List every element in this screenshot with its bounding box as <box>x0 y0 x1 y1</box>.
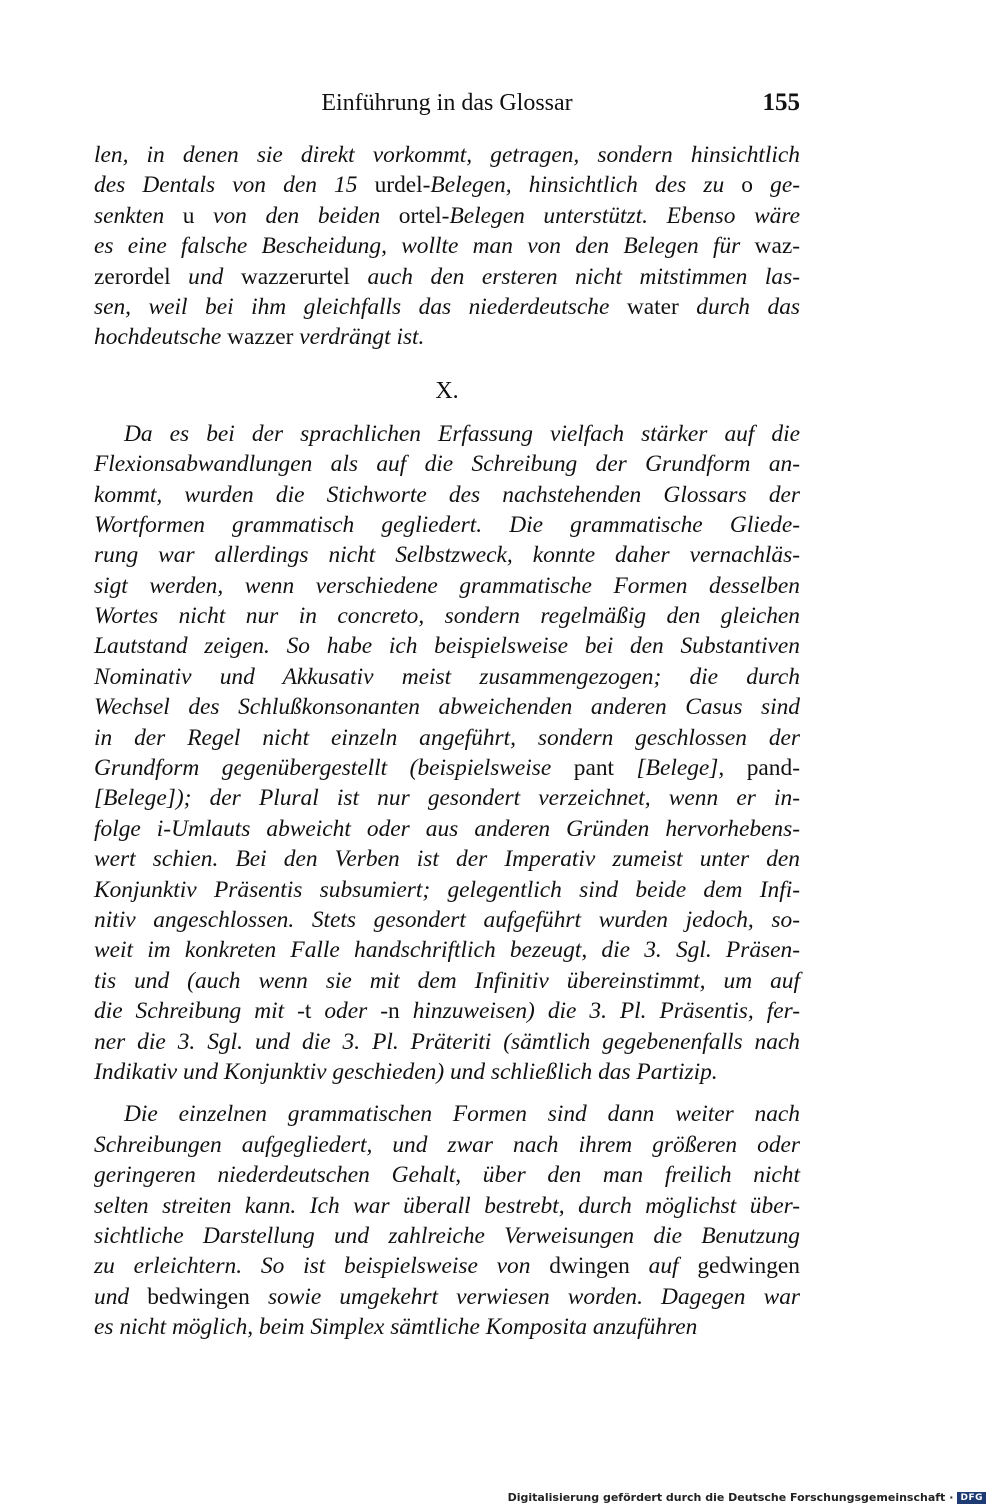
text-run: Schreibungen aufgegliedert, und zwar nach ihrem größeren oder <box>94 1131 800 1158</box>
text-run: des Dentals von den 15 <box>94 172 375 199</box>
upright-term: pand- <box>746 755 800 782</box>
text-run: ner die 3. Sgl. und die 3. Pl. Präteriti (sämtlich gegebenenfalls nach <box>94 1028 800 1055</box>
text-line <box>94 1130 800 1160</box>
text-run: durch das <box>678 293 800 320</box>
text-line <box>94 140 800 170</box>
text-run: und <box>94 1283 130 1310</box>
text-run: rung war allerdings nicht Selbstzweck, konnte daher vernachläs- <box>94 542 800 569</box>
text-run: Die einzelnen grammatischen Formen sind dann weiter nach <box>124 1101 800 1128</box>
text-run: wert schien. Bei den Verben ist der Imperativ zumeist unter den <box>94 846 800 873</box>
text-run: sichtliche Darstellung und zahlreiche Verweisungen die Benutzung <box>94 1222 800 1249</box>
text-line <box>94 1221 800 1251</box>
text-line <box>94 419 800 449</box>
upright-term: o <box>741 172 753 199</box>
text-run: geringeren niederdeutschen Gehalt, über den man freilich nicht <box>94 1162 800 1189</box>
body-text <box>94 140 800 1342</box>
upright-term: wazzer <box>227 324 294 351</box>
text-line <box>94 1191 800 1221</box>
upright-term: water <box>626 293 679 320</box>
text-line <box>94 1160 800 1190</box>
page-header <box>94 86 800 126</box>
text-run: nitiv angeschlossen. Stets gesondert aufgeführt wurden jedoch, so- <box>94 906 800 933</box>
upright-term: wazzerurtel <box>240 263 350 290</box>
text-line <box>94 662 800 692</box>
text-run: [Belege], <box>614 755 747 782</box>
text-run: Konjunktiv Präsentis subsumiert; gelegentlich sind beide dem Infi- <box>94 876 800 903</box>
text-run: Da es bei der sprachlichen Erfassung vielfach stärker auf die <box>124 420 800 447</box>
text-run: verdrängt ist. <box>293 324 425 351</box>
paragraph-1 <box>94 140 800 353</box>
text-line <box>94 844 800 874</box>
upright-term: gedwingen <box>697 1253 800 1280</box>
text-run: Nominativ und Akkusativ meist zusammengezogen; die durch <box>94 663 800 690</box>
text-run: Lautstand zeigen. So habe ich beispielsweise bei den Substantiven <box>94 633 800 660</box>
text-run: kommt, wurden die Stichworte des nachstehenden Glossars der <box>94 481 800 508</box>
upright-term: urdel <box>374 172 423 199</box>
upright-term: waz- <box>754 233 800 260</box>
text-line <box>94 905 800 935</box>
text-run: -Belegen unterstützt. Ebenso wäre <box>441 202 800 229</box>
running-title: Einführung in das Glossar <box>321 90 573 116</box>
text-line <box>94 1057 800 1087</box>
text-run: es eine falsche Bescheidung, wollte man von den Belegen für <box>94 233 755 260</box>
text-run: auf <box>629 1253 698 1280</box>
upright-term: pant <box>573 755 615 782</box>
text-line <box>94 875 800 905</box>
text-line <box>94 292 800 322</box>
text-line <box>94 692 800 722</box>
text-run: Flexionsabwandlungen als auf die Schreibung der Grundform an- <box>94 451 800 478</box>
text-run: ge- <box>752 172 800 199</box>
text-run: hochdeutsche <box>94 324 228 351</box>
paragraph-3 <box>94 1099 800 1342</box>
text-line <box>94 783 800 813</box>
text-run: tis und (auch wenn sie mit dem Infinitiv übereinstimmt, um auf <box>94 967 800 994</box>
text-run: es nicht möglich, beim Simplex sämtliche Komposita anzuführen <box>94 1314 698 1341</box>
text-run: hinzuweisen) die 3. Pl. Präsentis, fer- <box>399 998 800 1025</box>
text-line <box>94 1027 800 1057</box>
text-line <box>94 231 800 261</box>
text-run: folge i-Umlauts abweicht oder aus anderen Gründen hervorhebens- <box>94 815 800 842</box>
text-line <box>94 996 800 1026</box>
text-run: die Schreibung mit <box>94 998 298 1025</box>
text-run <box>129 1284 147 1310</box>
text-run: sigt werden, wenn verschiedene grammatische Formen desselben <box>94 572 800 599</box>
section-heading: X. <box>435 377 459 404</box>
upright-term: bedwingen <box>147 1283 250 1310</box>
dfg-logo-icon: DFG <box>957 1492 986 1504</box>
text-run: Wortes nicht nur in concreto, sondern regelmäßig den gleichen <box>94 603 800 630</box>
text-run: senkten <box>94 202 183 229</box>
separator: · <box>949 1491 954 1504</box>
text-line <box>94 723 800 753</box>
text-line <box>94 262 800 292</box>
text-line <box>94 1251 800 1281</box>
text-run: sen, weil bei ihm gleichfalls das niederdeutsche <box>94 293 627 320</box>
text-run: oder <box>311 998 381 1025</box>
text-run: [Belege]); der Plural ist nur gesondert verzeichnet, wenn er in- <box>94 785 800 812</box>
text-line <box>94 1312 800 1342</box>
text-line <box>94 540 800 570</box>
text-line <box>94 1282 800 1312</box>
text-run: von den beiden <box>194 202 399 229</box>
text-run: selten streiten kann. Ich war überall bestrebt, durch möglichst über- <box>94 1192 800 1219</box>
credit-text: Digitalisierung gefördert durch die Deutsche Forschungsgemeinschaft <box>507 1491 946 1504</box>
text-run: sowie umgekehrt verwiesen worden. Dagegen war <box>249 1283 800 1310</box>
upright-term: dwingen <box>549 1253 630 1280</box>
text-line <box>94 510 800 540</box>
text-run: weit im konkreten Falle handschriftlich bezeugt, die 3. Sgl. Präsen- <box>94 937 800 964</box>
text-run: len, in denen sie direkt vorkommt, getragen, sondern hinsichtlich <box>94 142 800 168</box>
upright-term: u <box>182 202 195 229</box>
text-run: und <box>170 263 241 290</box>
page-number: 155 <box>762 89 800 116</box>
text-run: Wortformen grammatisch gegliedert. Die grammatische Gliede- <box>94 511 800 538</box>
paragraph-2 <box>94 419 800 1088</box>
text-run: auch den ersteren nicht mitstimmen las- <box>349 263 801 290</box>
text-line <box>94 814 800 844</box>
digitization-credit <box>508 1491 986 1504</box>
text-line <box>94 966 800 996</box>
text-line <box>94 631 800 661</box>
text-run: -Belegen, hinsichtlich des zu <box>422 172 742 199</box>
text-run: Wechsel des Schlußkonsonanten abweichenden anderen Casus sind <box>94 694 800 721</box>
text-line <box>94 935 800 965</box>
text-run: zu erleichtern. So ist beispielsweise von <box>94 1253 550 1280</box>
upright-term: ortel <box>398 202 442 229</box>
text-line <box>94 322 800 352</box>
text-line <box>94 480 800 510</box>
text-run: in der Regel nicht einzeln angeführt, sondern geschlossen der <box>94 724 800 751</box>
text-line <box>94 170 800 200</box>
text-line <box>94 571 800 601</box>
text-line <box>94 449 800 479</box>
text-line <box>94 601 800 631</box>
upright-term: -n <box>380 998 400 1025</box>
upright-term: zerordel <box>94 263 171 290</box>
text-run: Grundform gegenübergestellt (beispielsweise <box>94 755 574 782</box>
text-line <box>94 1099 800 1129</box>
text-line <box>94 753 800 783</box>
text-line <box>94 201 800 231</box>
text-run: Indikativ und Konjunktiv geschieden) und schließlich das Partizip. <box>94 1058 718 1085</box>
upright-term: -t <box>297 998 312 1025</box>
